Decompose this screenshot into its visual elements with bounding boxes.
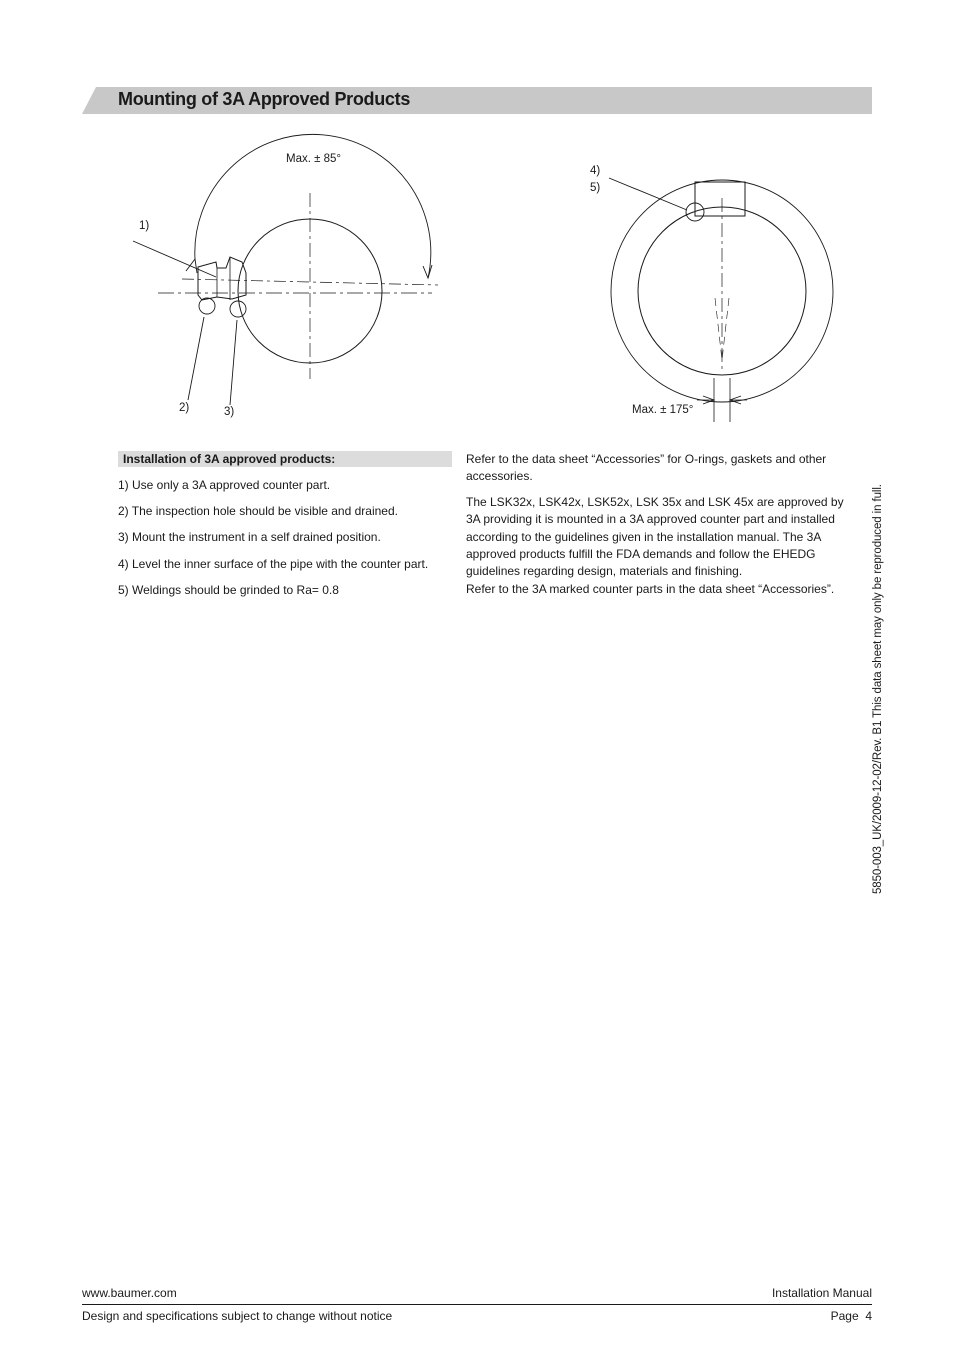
detail-circle-drain: [230, 301, 246, 317]
callout-3: 3): [224, 406, 235, 418]
pipe-circle: [238, 219, 382, 363]
footer-disclaimer: Design and specifications subject to change without notice: [82, 1309, 393, 1323]
list-item: 2) The inspection hole should be visible and drained.: [118, 504, 398, 519]
detail-circle-inspection: [199, 298, 215, 314]
footer-page-number: Page 4: [830, 1309, 872, 1323]
arrow-head: [423, 265, 432, 278]
counter-part-top: [695, 182, 745, 216]
leader-line-2: [188, 317, 204, 400]
leader-line-3: [230, 320, 237, 405]
angle-label-175: Max. ± 175°: [632, 404, 694, 416]
callout-2: 2): [179, 402, 190, 414]
callout-4: 4): [590, 165, 601, 177]
notes-paragraph: Refer to the 3A marked counter parts in the data sheet “Accessories”.: [466, 581, 835, 596]
list-item: 4) Level the inner surface of the pipe with the counter part.: [118, 556, 429, 571]
leader-line-45: [609, 178, 687, 210]
callout-5: 5): [590, 182, 601, 194]
angle-label-85: Max. ± 85°: [286, 153, 342, 165]
notes-text: [466, 451, 846, 606]
list-item: 5) Weldings should be grinded to Ra= 0.8: [118, 582, 339, 597]
footer-doc-type: Installation Manual: [771, 1286, 872, 1300]
list-item: 1) Use only a 3A approved counter part.: [118, 478, 331, 492]
figure-front-view: [585, 160, 855, 430]
figure-side-view: [120, 145, 450, 430]
side-note: 5850-003_UK/2009-12-02/Rev. B1 This data sheet may only be reproduced in full.: [872, 484, 884, 894]
installation-list: [118, 478, 458, 609]
notes-paragraph: Refer to the data sheet “Accessories” for O-rings, gaskets and other accessories.: [466, 452, 827, 484]
callout-1: 1): [139, 220, 150, 232]
footer-divider: [82, 1304, 872, 1305]
installation-heading: Installation of 3A approved products:: [118, 451, 452, 467]
footer-website[interactable]: www.baumer.com: [82, 1286, 177, 1300]
page-title: Mounting of 3A Approved Products: [118, 89, 411, 109]
list-item: 3) Mount the instrument in a self drained position.: [118, 530, 381, 545]
notes-paragraph: The LSK32x, LSK42x, LSK52x, LSK 35x and LSK 45x are approved by 3A providing it is mounted in a 3A approved counter part and installed according to the guidelines given in the installation manual. The 3A approved products fulfill the FDA demands and follow the EHEDG guidelines regarding design, materials and finishing.: [466, 494, 844, 579]
leader-line-1: [133, 241, 216, 277]
